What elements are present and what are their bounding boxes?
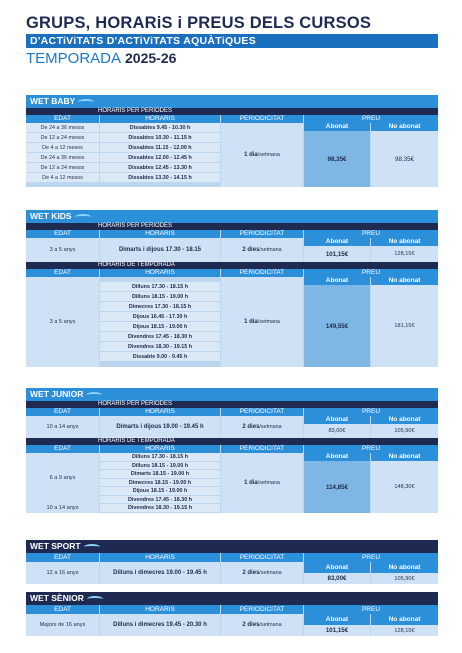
table-cell: Dissabtes 10.30 - 11.15 h [100,133,220,143]
table-cell: De 4 a 12 mesos [26,173,99,183]
col-edat: EDAT [26,553,100,562]
title-line-1: GRUPS, HORARiS i PREUS DELS CURSOS [26,14,372,32]
horari-cell: Dilluns i dimecres 19.45 - 20.30 h [100,614,221,636]
table-cell: Divendres 18.30 - 19.15 h [100,504,220,513]
section-title: WET SÈNIOR [26,592,438,605]
table-cell: Dissabtes 12.00 - 12.45 h [100,153,220,163]
col-horaris: HORARIS [100,230,221,238]
subheader: HORARIS PER PERIODES [26,223,438,230]
column-headers [26,269,438,277]
edat-cell: Majors de 16 anys [26,614,100,636]
abonat-price: 83,00€ [304,424,370,438]
table-cell: Divendres 18.30 - 19.15 h [100,342,220,352]
abonat-price: 149,55€ [304,285,370,367]
edat-cell: 3 a 5 anys [26,277,100,367]
abonat-price: 83,00€ [304,573,370,584]
no-abonat-label: No abonat [371,277,438,285]
col-periodicitat: PERIODICITAT [221,269,304,277]
periodicitat-cell: 2 dies /setmana [221,238,304,262]
wave-icon [84,544,100,550]
wave-icon [86,392,102,398]
col-horaris: HORARIS [100,553,221,562]
col-horaris: HORARIS [100,605,221,614]
periodicitat-cell: 1 dia /setmana [221,123,304,187]
col-preu: PREU [304,230,438,238]
no-abonat-label: No abonat [371,562,438,573]
table-cell: Dijous 16.45 - 17.30 h [100,312,220,322]
abonat-label: Abonat [304,277,370,285]
no-abonat-price: 128,15€ [371,246,438,262]
col-periodicitat: PERIODICITAT [221,408,304,416]
horari-cell: Dimarts i dijous 17.30 - 18.15 [100,238,221,262]
col-preu: PREU [304,445,438,453]
no-abonat-column [371,416,438,438]
season-year: 2025-26 [125,50,177,66]
horaris-column [100,277,221,367]
edat-cell: 6 a 9 anys [26,453,99,503]
table-cell: De 24 a 36 mesos [26,153,99,163]
abonat-column [304,123,371,187]
col-horaris: HORARIS [100,445,221,453]
section-wet-senior [26,592,438,636]
table-cell: De 12 a 24 mesos [26,133,99,143]
abonat-price: 101,15€ [304,625,370,636]
abonat-label: Abonat [304,453,370,461]
section-title: WET JUNIOR [26,388,438,401]
section-title: WET SPORT [26,540,438,553]
col-edat: EDAT [26,445,100,453]
abonat-label: Abonat [304,562,370,573]
col-periodicitat: PERIODICITAT [221,115,304,123]
wave-icon [78,99,94,105]
abonat-price: 98,35€ [304,131,370,187]
section-title: WET BABY [26,95,438,108]
abonat-label: Abonat [304,416,370,424]
no-abonat-label: No abonat [371,614,438,625]
col-edat: EDAT [26,115,100,123]
table-cell: Dilluns 18.15 - 19.00 h [100,462,220,471]
abonat-column [304,614,371,636]
no-abonat-label: No abonat [371,123,438,131]
section-title: WET KIDS [26,210,438,223]
no-abonat-column [371,123,438,187]
table-cell: Dissabtes 9.45 - 10.30 h [100,123,220,133]
periodicitat-cell: 2 dies /setmana [221,614,304,636]
table-cell: Dimarts 18.15 - 19.00 h [100,470,220,479]
col-periodicitat: PERIODICITAT [221,230,304,238]
horaris-column [100,123,221,187]
column-headers [26,605,438,614]
table-cell: Dissabtes 11.15 - 12.00 h [100,143,220,153]
column-headers [26,230,438,238]
table-cell: De 24 a 36 mesos [26,123,99,133]
no-abonat-column [371,614,438,636]
col-preu: PREU [304,408,438,416]
col-edat: EDAT [26,408,100,416]
col-preu: PREU [304,605,438,614]
table-cell: Dijous 18.15 - 19.00 h [100,322,220,332]
table-cell: De 12 a 24 mesos [26,163,99,173]
col-periodicitat: PERIODICITAT [221,605,304,614]
no-abonat-column [371,453,438,513]
column-headers [26,445,438,453]
no-abonat-price: 128,15€ [371,625,438,636]
subheader: HORARIS DE TEMPORADA [26,262,438,269]
col-edat: EDAT [26,230,100,238]
no-abonat-column [371,238,438,262]
table-cell: Dijous 18.15 - 19.00 h [100,487,220,496]
abonat-label: Abonat [304,614,370,625]
edat-cell: 12 a 16 anys [26,562,100,584]
subheader: HORARIS DE TEMPORADA [26,438,438,445]
abonat-label: Abonat [304,123,370,131]
col-preu: PREU [304,553,438,562]
no-abonat-label: No abonat [371,416,438,424]
season-title [26,50,176,67]
column-headers [26,408,438,416]
periodicitat-cell: 2 dies /setmana [221,562,304,584]
edat-cell: 3 a 5 anys [26,238,100,262]
section-wet-sport [26,540,438,584]
column-headers [26,115,438,123]
edat-cell: 10 a 14 anys [26,503,99,513]
horari-cell: Dilluns i dimecres 19.00 - 19.45 h [100,562,221,584]
no-abonat-price: 98,35€ [371,131,438,187]
table-cell: Divendres 17.45 - 18.30 h [100,332,220,342]
col-horaris: HORARIS [100,269,221,277]
table-cell: Divendres 17.45 - 18.30 h [100,496,220,505]
section-wet-baby [26,95,438,187]
subheader: HORARIS PER PERIODES [26,108,438,115]
horari-cell: Dimarts i dijous 19.00 - 19.45 h [100,416,221,438]
edat-cell: 10 a 14 anys [26,416,100,438]
periodicitat-cell: 1 dia /setmana [221,453,304,513]
no-abonat-price: 105,90€ [371,424,438,438]
periodicitat-cell: 1 dia /setmana [221,277,304,367]
no-abonat-column [371,277,438,367]
no-abonat-label: No abonat [371,238,438,246]
col-horaris: HORARIS [100,408,221,416]
abonat-column [304,562,371,584]
col-edat: EDAT [26,605,100,614]
abonat-price: 101,15€ [304,246,370,262]
abonat-label: Abonat [304,238,370,246]
no-abonat-price: 148,30€ [371,461,438,513]
table-cell: Dissabtes 12.45 - 13.30 h [100,163,220,173]
no-abonat-column [371,562,438,584]
abonat-price: 114,85€ [304,461,370,513]
periodicitat-cell: 2 dies /setmana [221,416,304,438]
edat-column [26,453,100,513]
column-headers [26,553,438,562]
col-edat: EDAT [26,269,100,277]
table-cell: Dilluns 17.30 - 18.15 h [100,282,220,292]
no-abonat-label: No abonat [371,453,438,461]
section-wet-kids [26,210,438,367]
col-horaris: HORARIS [100,115,221,123]
table-cell: Dilluns 17.30 - 18.15 h [100,453,220,462]
wave-icon [87,596,103,602]
table-cell: Dissabtes 13.30 - 14.15 h [100,173,220,183]
no-abonat-price: 181,15€ [371,285,438,367]
table-cell: Dilluns 18.15 - 19.00 h [100,292,220,302]
wave-icon [75,214,91,220]
subheader: HORARIS PER PERIODES [26,401,438,408]
table-cell: De 4 a 12 mesos [26,143,99,153]
col-preu: PREU [304,269,438,277]
col-preu: PREU [304,115,438,123]
col-periodicitat: PERIODICITAT [221,553,304,562]
abonat-column [304,416,371,438]
title-line-2: D'ACTiViTATS D'ACTiViTATS AQUÀTiQUES [26,34,438,48]
abonat-column [304,453,371,513]
no-abonat-price: 105,90€ [371,573,438,584]
table-cell: Dimecres 17.30 - 18.15 h [100,302,220,312]
section-wet-junior [26,388,438,513]
season-label: TEMPORADA [26,50,122,67]
abonat-column [304,277,371,367]
table-cell: Dimecres 18.15 - 19.00 h [100,479,220,488]
horaris-column [100,453,221,513]
edat-column [26,123,100,187]
col-periodicitat: PERIODICITAT [221,445,304,453]
table-cell: Dissabte 9.00 - 9.45 h [100,352,220,362]
abonat-column [304,238,371,262]
